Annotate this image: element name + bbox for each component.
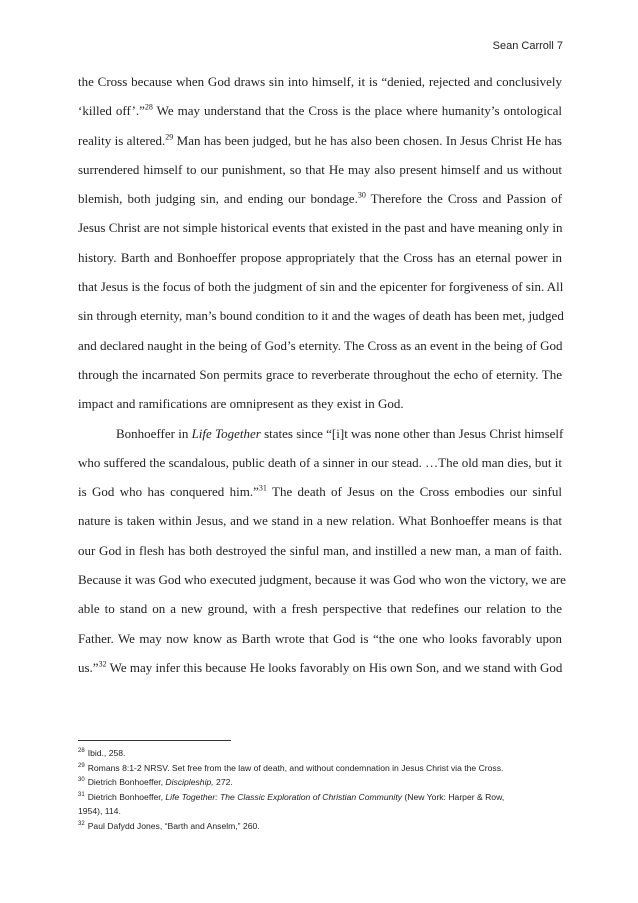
text-line: sin through eternity, man’s bound condition to it and the wages of death has been met, judged [78,308,564,324]
footnote-ref[interactable]: 29 [165,132,174,142]
text-span: blemish, both judging sin, and ending our bondage. [78,191,358,207]
footnotes [78,746,562,833]
footnote-text: Dietrich Bonhoeffer, [87,791,166,802]
text-line: who suffered the scandalous, public death of a sinner in our stead. …The old man dies, but it [78,454,562,470]
footnote-number: 31 [78,791,85,798]
text-span: We may infer this because He looks favorably on His own Son, and we stand with God [106,659,563,675]
text-line [78,189,562,218]
footnote-text: Romans 8:1-2 NRSV. Set free from the law of death, and without condemnation in Jesus Christ via the Cross. [87,762,504,773]
footnote-divider [78,740,231,741]
footnote-text: 272. [213,777,233,787]
text-line: surrendered himself to our punishment, so that He may also present himself and us without [78,161,562,177]
footnote-text: Paul Dafydd Jones, “Barth and Anselm,” 260. [87,820,260,831]
text-line: nature is taken within Jesus, and we stand in a new relation. What Bonhoeffer means is that [78,513,562,529]
text-span: reality is altered. [78,132,166,148]
text-span: Therefore the Cross and Passion of [365,191,562,207]
text-span: ‘killed off’.” [78,103,145,119]
footnote-title: Discipleship, [165,777,214,787]
footnote-ref[interactable]: 31 [258,483,267,493]
text-line [78,424,562,453]
footnote [78,775,562,790]
footnote-number: 28 [78,748,85,755]
text-line: that Jesus is the focus of both the judgment of sin and the epicenter for forgiveness of sin. All [78,279,564,295]
text-line: through the incarnated Son permits grace to reverberate throughout the echo of eternity. The [78,366,562,382]
footnote [78,761,562,776]
text-line: the Cross because when God draws sin into himself, it is “denied, rejected and conclusively [78,74,562,89]
text-line: impact and ramifications are omnipresent as they exist in God. [78,396,404,412]
text-span: Man has been judged, but he has also been chosen. In Jesus Christ He has [173,132,562,148]
text-line: Jesus Christ are not simple historical events that existed in the past and have meaning only in [78,220,563,236]
footnote-text: Ibid., 258. [87,748,126,758]
text-line: able to stand on a new ground, with a fresh perspective that redefines our relation to the [78,601,562,617]
running-head: Sean Carroll 7 [492,40,563,52]
book-title: Life Together [191,425,261,441]
footnote-ref[interactable]: 32 [98,659,107,669]
footnote-number: 29 [78,762,85,769]
footnote [78,746,562,761]
text-span: The death of Jesus on the Cross embodies our sinful [266,484,562,500]
footnote-text: Dietrich Bonhoeffer, [87,777,166,787]
text-line [78,101,562,130]
text-line: history. Barth and Bonhoeffer propose appropriately that the Cross has an eternal power in [78,249,562,265]
text-span: states since “[i]t was none other than Jesus Christ himself [260,425,564,441]
text-line [78,131,562,160]
text-span: us.” [78,659,99,675]
footnote-title: Life Together: The Classic Exploration of Christian Community [165,791,402,802]
text-span: is God who has conquered him.” [78,484,259,500]
footnote-ref[interactable]: 30 [357,190,366,200]
text-line: Because it was God who executed judgment, because it was God who won the victory, we are [78,572,566,588]
footnote-text: (New York: Harper & Row, [402,791,505,802]
footnote-continuation: 1954), 114. [78,806,121,816]
footnote [78,790,562,805]
footnote-number: 32 [78,820,85,827]
footnote-number: 30 [78,777,85,784]
text-line: Father. We may now know as Barth wrote that God is “the one who looks favorably upon [78,630,562,646]
footnote-ref[interactable]: 28 [144,102,153,112]
text-line [78,482,562,511]
text-line: our God in flesh has both destroyed the sinful man, and instilled a new man, a man of faith. [78,542,562,558]
text-span: Bonhoeffer in [116,425,192,441]
text-line [78,658,562,687]
text-span: We may understand that the Cross is the place where humanity’s ontological [152,103,562,119]
footnote [78,819,562,834]
text-line: and declared naught in the being of God’s eternity. The Cross as an event in the being of God [78,337,563,353]
body-text [78,72,566,687]
